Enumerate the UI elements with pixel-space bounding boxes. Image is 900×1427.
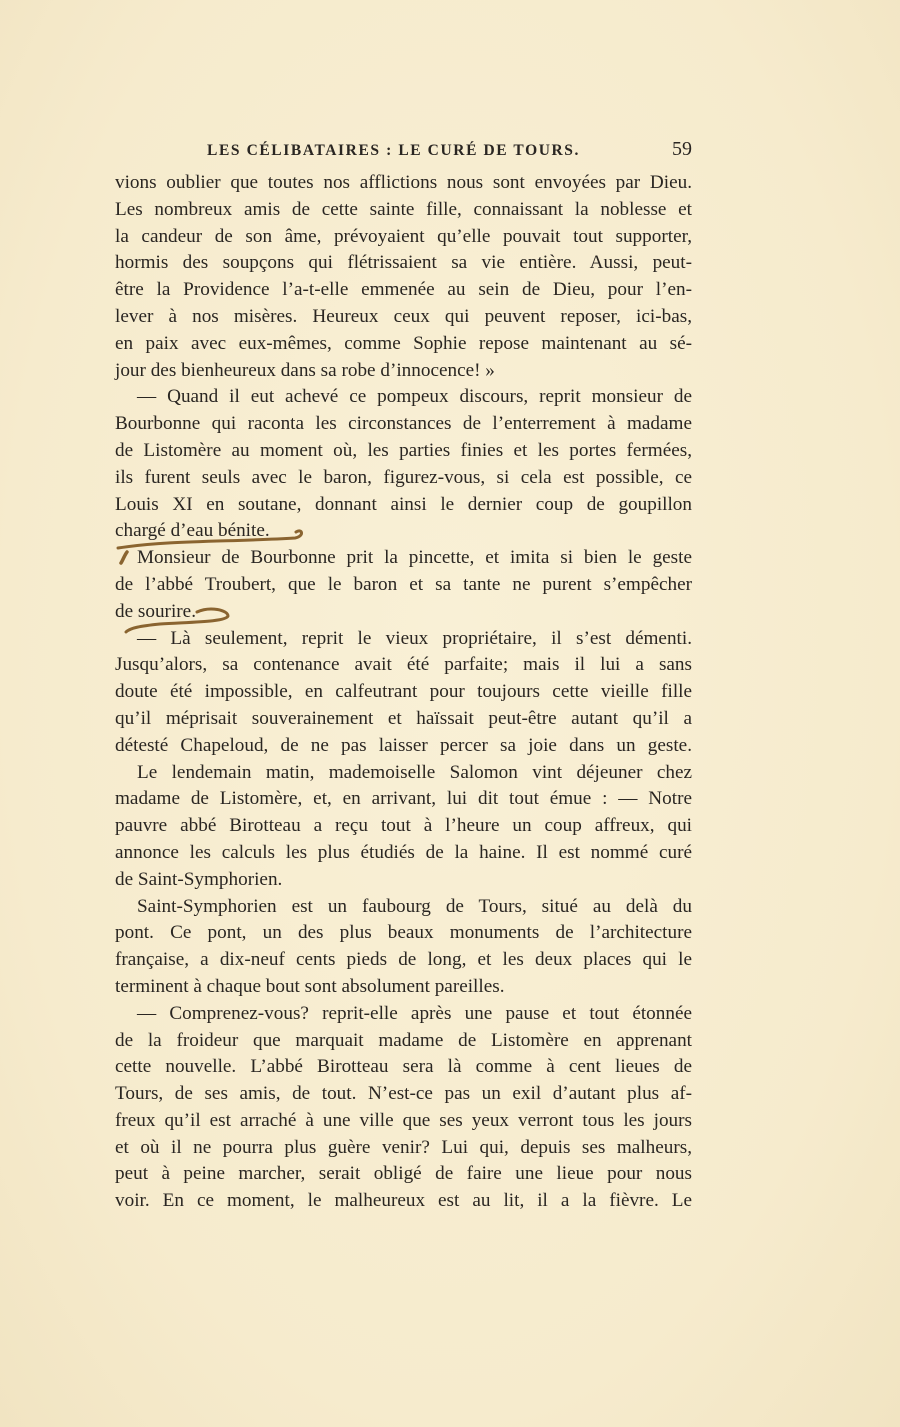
text-line: jour des bienheureux dans sa robe d’innocence! » [115,359,495,381]
text-line: qu’il méprisait souverainement et haïssait peut-être autant qu’il a [115,707,692,729]
text-line: de la froideur que marquait madame de Listomère en apprenant [115,1029,692,1051]
text-line: ils furent seuls avec le baron, figurez-vous, si cela est possible, ce [115,466,692,488]
text-line: voir. En ce moment, le malheureux est au lit, il a la fièvre. Le [115,1190,692,1212]
text-line: en paix avec eux-mêmes, comme Sophie repose maintenant au sé- [115,332,692,354]
text-line: Bourbonne qui raconta les circonstances de l’enterrement à madame [115,413,692,435]
text-line: doute été impossible, en calfeutrant pour toujours cette vieille fille [115,681,692,703]
text-line: française, a dix-neuf cents pieds de long, et les deux places qui le [115,949,692,971]
text-line: — Là seulement, reprit le vieux propriétaire, il s’est démenti. [137,627,692,649]
text-line: madame de Listomère, et, en arrivant, lui dit tout émue : — Notre [115,788,692,810]
text-line: — Comprenez-vous? reprit-elle après une pause et tout étonnée [137,1002,692,1024]
running-title: LES CÉLIBATAIRES : LE CURÉ DE TOURS. [207,142,581,159]
text-line: hormis des soupçons qui flétrissaient sa vie entière. Aussi, peut- [115,252,692,274]
text-line: Monsieur de Bourbonne prit la pincette, et imita si bien le geste [137,547,692,569]
text-line: la candeur de son âme, prévoyaient qu’elle pouvait tout supporter, [115,225,692,247]
text-line: Saint-Symphorien est un faubourg de Tours, situé au delà du [137,895,692,917]
text-line: Tours, de ses amis, de tout. N’est-ce pas un exil d’autant plus af- [115,1083,692,1105]
text-line: de l’abbé Troubert, que le baron et sa tante ne purent s’empêcher [115,573,692,595]
text-line: annonce les calculs les plus étudiés de la haine. Il est nommé curé [115,841,692,863]
text-line: pauvre abbé Birotteau a reçu tout à l’heure un coup affreux, qui [115,815,692,837]
text-line: peut à peine marcher, serait obligé de faire une lieue pour nous [115,1163,692,1185]
text-line: terminent à chaque bout sont absolument pareilles. [115,975,505,997]
text-line: cette nouvelle. L’abbé Birotteau sera là comme à cent lieues de [115,1056,692,1078]
running-header [115,140,692,164]
text-line: être la Providence l’a-t-elle emmenée au sein de Dieu, pour l’en- [115,279,692,301]
page-number: 59 [672,138,692,160]
text-line: détesté Chapeloud, de ne pas laisser percer sa joie dans un geste. [115,734,692,756]
text-line: Les nombreux amis de cette sainte fille, connaissant la noblesse et [115,198,692,220]
text-line: — Quand il eut achevé ce pompeux discours, reprit monsieur de [137,386,692,408]
text-line: de Listomère au moment où, les parties finies et les portes fermées, [115,439,692,461]
text-line: chargé d’eau bénite. [115,520,270,542]
text-line: et où il ne pourra plus guère venir? Lui qui, depuis ses malheurs, [115,1136,692,1158]
text-line: vions oublier que toutes nos afflictions nous sont envoyées par Dieu. [115,172,692,193]
text-line: de sourire. [115,600,196,622]
text-line: Jusqu’alors, sa contenance avait été parfaite; mais il lui a sans [115,654,692,676]
body-text [115,170,692,1215]
text-line: de Saint-Symphorien. [115,868,283,890]
text-line: Louis XI en soutane, donnant ainsi le dernier coup de goupillon [115,493,692,515]
text-line: pont. Ce pont, un des plus beaux monuments de l’architecture [115,922,692,944]
text-line: Le lendemain matin, mademoiselle Salomon vint déjeuner chez [137,761,692,783]
text-line: lever à nos misères. Heureux ceux qui peuvent reposer, ici-bas, [115,305,692,327]
text-line: freux qu’il est arraché à une ville que ses yeux verront tous les jours [115,1109,692,1131]
